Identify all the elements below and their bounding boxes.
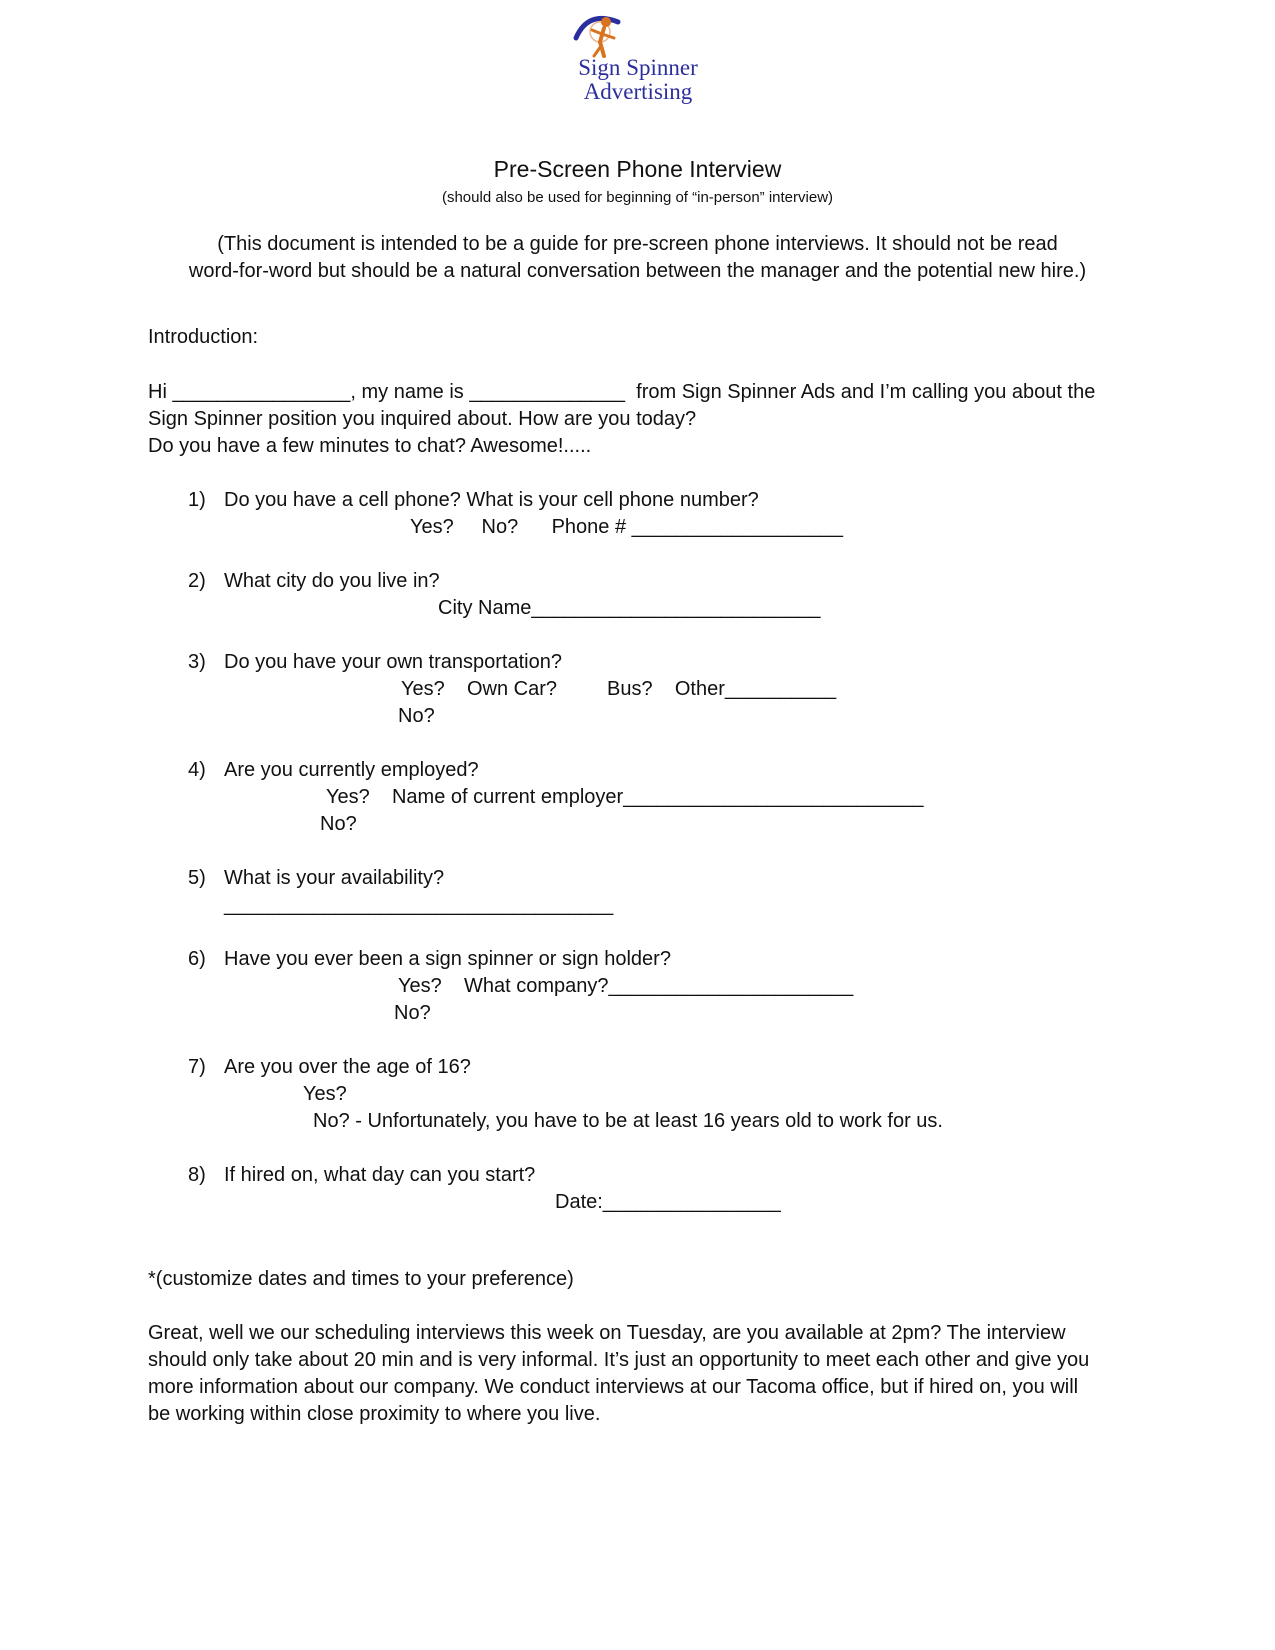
- logo-line-1: [548, 56, 728, 80]
- sign-spinner-logo: [548, 10, 728, 110]
- question-5-number: 5): [188, 867, 206, 889]
- question-6-answer-2: No?: [394, 1002, 431, 1024]
- greeting-line-2: Sign Spinner position you inquired about. How are you today?: [148, 408, 697, 430]
- logo-word-spinner: Spinner: [626, 55, 698, 80]
- introduction-label: Introduction:: [148, 326, 259, 348]
- question-5-answer: ___________________________________: [224, 894, 614, 916]
- question-7-answer-2: No? - Unfortunately, you have to be at least 16 years old to work for us.: [313, 1110, 943, 1132]
- question-2-answer: City Name__________________________: [438, 597, 821, 619]
- question-3-number: 3): [188, 651, 206, 673]
- closing-line-2: should only take about 20 min and is very informal. It’s just an opportunity to meet each other and give you: [148, 1349, 1090, 1371]
- greeting-line-1: Hi ________________, my name is ______________ from Sign Spinner Ads and I’m calling you about the: [148, 381, 1096, 403]
- question-5-text: What is your availability?: [224, 867, 445, 889]
- question-3-answer-1: Yes? Own Car? Bus? Other__________: [401, 678, 837, 700]
- closing-line-4: be working within close proximity to where you live.: [148, 1403, 601, 1425]
- question-6-answer-1: Yes? What company?______________________: [398, 975, 854, 997]
- closing-line-1: Great, well we our scheduling interviews this week on Tuesday, are you available at 2pm? The interview: [148, 1322, 1066, 1344]
- question-1-text: Do you have a cell phone? What is your cell phone number?: [224, 489, 759, 511]
- closing-line-3: more information about our company. We conduct interviews at our Tacoma office, but if hired on, you will: [148, 1376, 1079, 1398]
- intro-note-line-2: word-for-word but should be a natural conversation between the manager and the potential new hire.): [188, 260, 1087, 282]
- greeting-line-3: Do you have a few minutes to chat? Awesome!.....: [148, 435, 592, 457]
- question-7-answer-1: Yes?: [303, 1083, 347, 1105]
- question-7-number: 7): [188, 1056, 206, 1078]
- question-8-answer: Date:________________: [555, 1191, 781, 1213]
- customize-note: *(customize dates and times to your preference): [148, 1268, 574, 1290]
- intro-note-line-1: (This document is intended to be a guide for pre-screen phone interviews. It should not be read: [217, 233, 1058, 255]
- question-6-number: 6): [188, 948, 206, 970]
- logo-word-sign: Sign: [578, 55, 621, 80]
- question-3-text: Do you have your own transportation?: [224, 651, 562, 673]
- question-8-number: 8): [188, 1164, 206, 1186]
- question-1-answer: Yes? No? Phone # ___________________: [410, 516, 843, 538]
- question-6-text: Have you ever been a sign spinner or sign holder?: [224, 948, 671, 970]
- question-8-text: If hired on, what day can you start?: [224, 1164, 536, 1186]
- question-3-answer-2: No?: [398, 705, 435, 727]
- question-4-text: Are you currently employed?: [224, 759, 479, 781]
- question-7-text: Are you over the age of 16?: [224, 1056, 471, 1078]
- question-4-answer-1: Yes? Name of current employer___________________________: [326, 786, 924, 808]
- page-subtitle: (should also be used for beginning of “in-person” interview): [441, 189, 834, 206]
- question-1-number: 1): [188, 489, 206, 511]
- question-2-number: 2): [188, 570, 206, 592]
- question-2-text: What city do you live in?: [224, 570, 440, 592]
- page-title: Pre-Screen Phone Interview: [493, 156, 782, 182]
- question-4-number: 4): [188, 759, 206, 781]
- logo-line-2: Advertising: [583, 79, 693, 104]
- question-4-answer-2: No?: [320, 813, 357, 835]
